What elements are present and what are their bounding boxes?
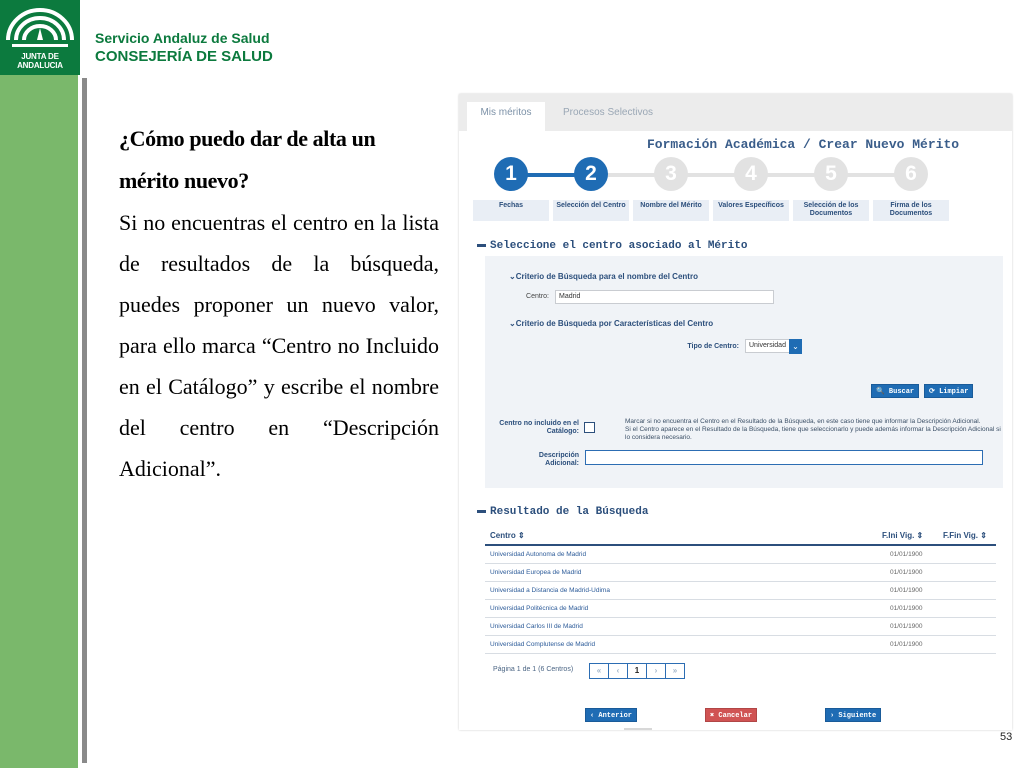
search-icon: 🔍 (876, 388, 885, 396)
pager-summary: Página 1 de 1 (6 Centros) (493, 666, 574, 673)
sort-icon: ⇕ (980, 531, 987, 540)
slide-body: Si no encuentras el centro en la lista de resultados de la búsqueda, puedes proponer un nuevo valor, para ello marca “Centro no Incluido en el Catálogo” y escribe el nombre del centro en “Descripción Adicional”. (119, 210, 439, 481)
cell-centro: Universidad a Distancia de Madrid-Udima (490, 587, 610, 594)
step-1[interactable]: 1 (494, 157, 528, 191)
column-fini[interactable] (882, 528, 923, 544)
tab-bar (459, 94, 1012, 131)
step-label-valores: Valores Específicos (713, 200, 789, 221)
buscar-label: Buscar (888, 388, 915, 396)
collapse-icon[interactable] (477, 244, 486, 247)
refresh-icon: ⟳ (929, 388, 935, 396)
column-label: F.Fin Vig. (943, 531, 978, 540)
criterio-nombre-label: Criterio de Búsqueda para el nombre del Centro (515, 272, 698, 281)
table-row[interactable] (485, 582, 996, 600)
chevron-left-icon: ‹ (590, 712, 595, 720)
descripcion-adicional-input[interactable] (585, 450, 983, 465)
prev-page-icon[interactable]: ‹ (608, 663, 628, 679)
table-row[interactable] (485, 636, 996, 654)
criterio-caract-toggle[interactable] (509, 319, 713, 328)
step-6[interactable]: 6 (894, 157, 928, 191)
cell-fini: 01/01/1900 (890, 551, 923, 558)
step-3[interactable]: 3 (654, 157, 688, 191)
cell-fini: 01/01/1900 (890, 641, 923, 648)
section-title: Resultado de la Búsqueda (490, 506, 649, 518)
logo-label: JUNTA DE ANDALUCIA (17, 52, 63, 70)
current-page[interactable]: 1 (627, 663, 647, 679)
section-title: Seleccione el centro asociado al Mérito (490, 240, 748, 252)
criterio-caract-label: Criterio de Búsqueda por Características del Centro (515, 319, 714, 328)
org-name: Servicio Andaluz de Salud (95, 30, 270, 46)
tipo-centro-select[interactable] (745, 339, 802, 353)
no-incluido-note (625, 418, 1001, 442)
anterior-label: Anterior (598, 712, 633, 720)
section-resultado (477, 506, 648, 518)
first-page-icon[interactable]: « (589, 663, 609, 679)
table-row[interactable] (485, 564, 996, 582)
tipo-centro-value: Universidad (749, 342, 786, 349)
step-2[interactable]: 2 (574, 157, 608, 191)
org-subtitle: CONSEJERÍA DE SALUD (95, 48, 273, 65)
cell-fini: 01/01/1900 (890, 569, 923, 576)
anterior-button[interactable] (585, 708, 637, 722)
cell-fini: 01/01/1900 (890, 623, 923, 630)
cell-centro: Universidad Politécnica de Madrid (490, 605, 589, 612)
side-green-bar (0, 0, 78, 768)
form-title: Formación Académica / Crear Nuevo Mérito (647, 137, 960, 152)
tab-mis-meritos[interactable]: Mis méritos (467, 102, 545, 131)
step-label-firma: Firma de los Documentos (873, 200, 949, 221)
column-ffin[interactable] (943, 528, 987, 544)
no-incluido-checkbox[interactable] (584, 422, 595, 433)
search-panel (485, 256, 1003, 488)
vertical-divider (82, 78, 87, 763)
cell-fini: 01/01/1900 (890, 605, 923, 612)
column-label: F.Ini Vig. (882, 531, 915, 540)
step-5[interactable]: 5 (814, 157, 848, 191)
column-label: Centro (490, 531, 516, 540)
chevron-down-icon: ⌄ (509, 319, 516, 328)
slide-text-block (119, 118, 439, 489)
no-incluido-label: Centro no incluido en el Catálogo: (499, 420, 579, 435)
limpiar-button[interactable] (924, 384, 973, 398)
cancelar-button[interactable] (705, 708, 757, 722)
table-row[interactable] (485, 600, 996, 618)
buscar-button[interactable] (871, 384, 919, 398)
last-page-icon[interactable]: » (665, 663, 685, 679)
chevron-right-icon: › (830, 712, 835, 720)
descripcion-label: Descripción Adicional: (538, 452, 579, 467)
note-line-2: Si el Centro aparece en el Resultado de la Búsqueda, tiene que seleccionarlo y puede además informar la Descripción Adicional si lo considera necesario. (625, 426, 1001, 441)
criterio-nombre-toggle[interactable] (509, 272, 698, 281)
app-screenshot (459, 94, 1012, 730)
cell-fini: 01/01/1900 (890, 587, 923, 594)
centro-label: Centro: (526, 293, 549, 300)
chevron-down-icon: ⌄ (509, 272, 516, 281)
cancelar-label: Cancelar (718, 712, 753, 720)
sort-icon: ⇕ (518, 531, 525, 540)
collapse-icon[interactable] (477, 510, 486, 513)
cell-centro: Universidad Carlos III de Madrid (490, 623, 583, 630)
close-icon: ✖ (710, 712, 715, 720)
column-centro[interactable] (490, 528, 525, 544)
section-seleccione-centro (477, 240, 747, 252)
cell-centro: Universidad Complutense de Madrid (490, 641, 596, 648)
chevron-down-icon: ⌄ (789, 339, 802, 354)
centro-input[interactable]: Madrid (555, 290, 774, 304)
junta-logo (0, 0, 80, 75)
junta-arch-icon (0, 0, 80, 52)
note-line-1: Marcar si no encuentra el Centro en el Resultado de la Búsqueda, en este caso tiene que informar la Descripción Adicional. (625, 418, 981, 425)
table-row[interactable] (485, 546, 996, 564)
siguiente-button[interactable] (825, 708, 881, 722)
step-label-nombre-merito: Nombre del Mérito (633, 200, 709, 221)
next-page-icon[interactable]: › (646, 663, 666, 679)
cursor-pointer-icon (624, 728, 652, 730)
table-row[interactable] (485, 618, 996, 636)
limpiar-label: Limpiar (939, 388, 969, 396)
pagination (590, 663, 685, 679)
step-label-seleccion-centro: Selección del Centro (553, 200, 629, 221)
step-label-fechas: Fechas (473, 200, 549, 221)
cell-centro: Universidad Autonoma de Madrid (490, 551, 587, 558)
siguiente-label: Siguiente (838, 712, 877, 720)
step-4[interactable]: 4 (734, 157, 768, 191)
tab-procesos-selectivos[interactable]: Procesos Selectivos (563, 107, 654, 118)
cell-centro: Universidad Europea de Madrid (490, 569, 582, 576)
tipo-centro-label: Tipo de Centro: (687, 343, 739, 350)
page-number: 53 (1000, 731, 1013, 743)
sort-icon: ⇕ (916, 531, 924, 540)
slide-title: ¿Cómo puedo dar de alta un mérito nuevo? (119, 126, 376, 193)
step-label-documentos: Selección de los Documentos (793, 200, 869, 221)
